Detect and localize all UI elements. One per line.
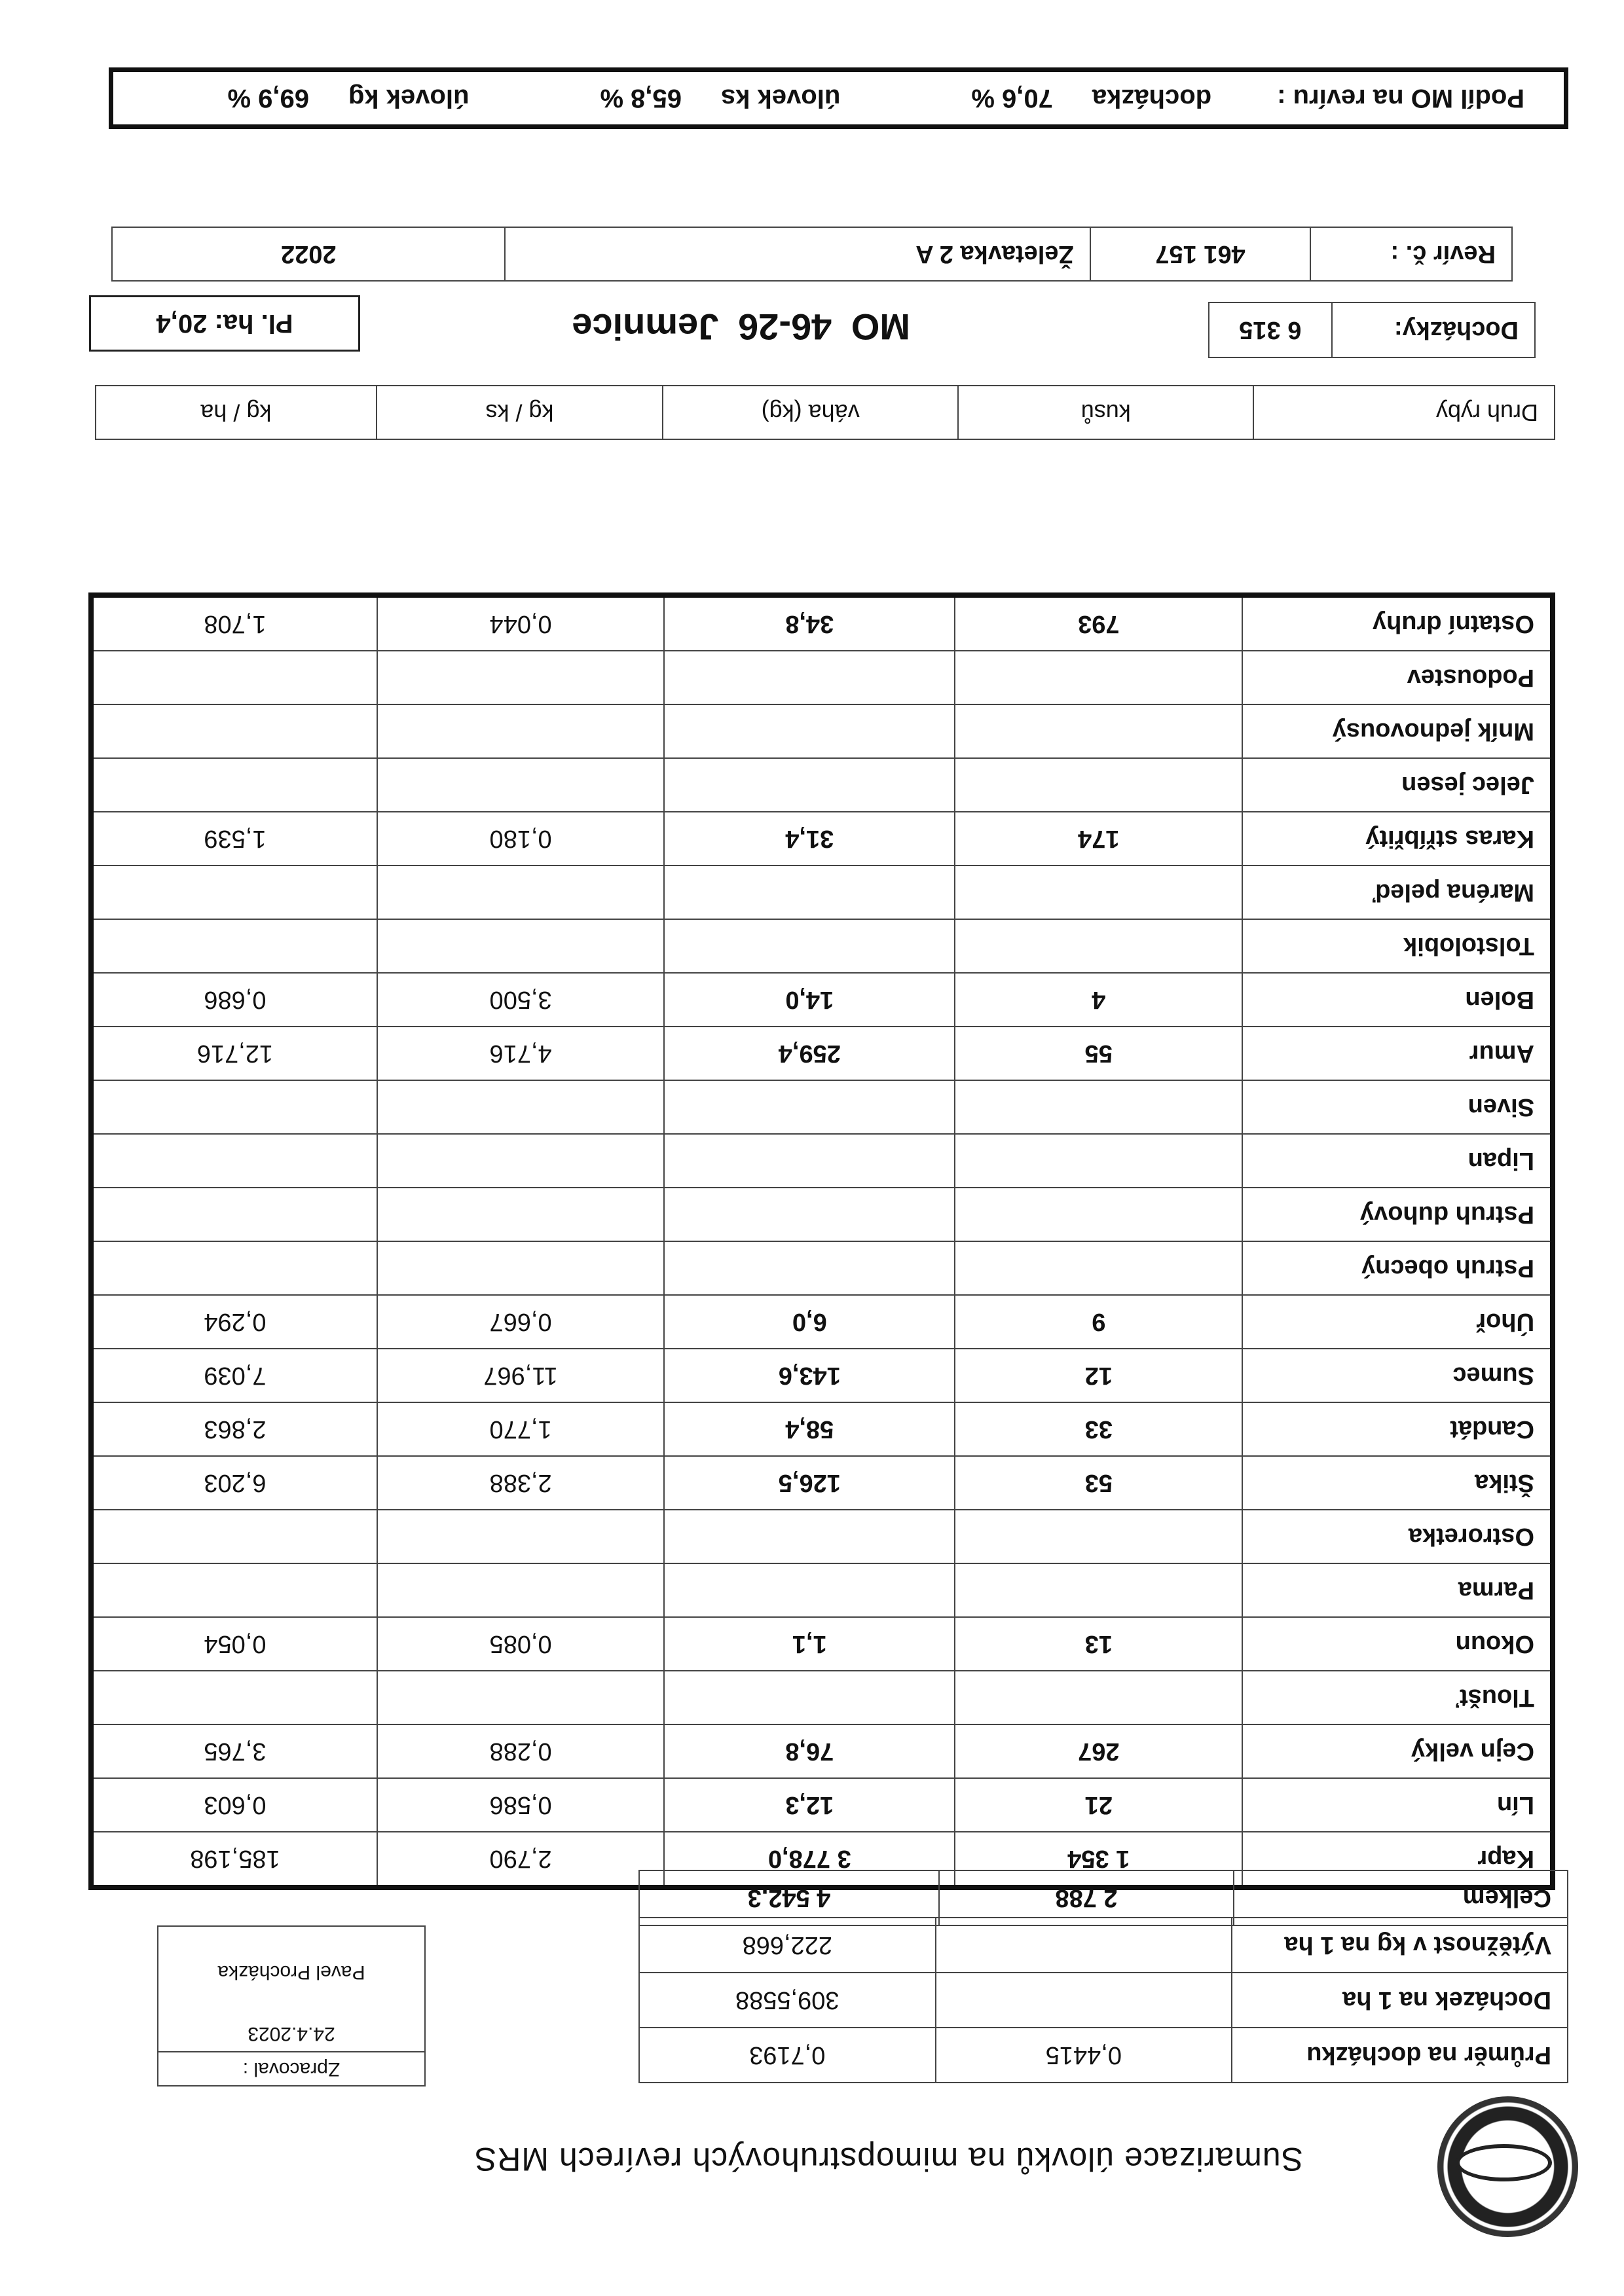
cell-kg-per-piece	[377, 1080, 664, 1134]
area-label: Pl. ha:	[214, 309, 293, 338]
cell-species: Mník jednovousý	[1242, 704, 1553, 758]
table-row	[91, 812, 1553, 866]
cell-count: 53	[955, 1456, 1242, 1510]
document-title: Sumarizace úlovků na mimopstruhových revírech MRS	[473, 2141, 1303, 2178]
summary-row	[639, 1973, 1568, 2028]
cell-count	[955, 1134, 1242, 1188]
cell-kg-per-piece	[377, 758, 664, 812]
share-attendance-value: 70,6 %	[971, 84, 1053, 113]
mrs-logo	[1437, 2096, 1578, 2237]
cell-weight: 14,0	[664, 973, 955, 1027]
catch-table	[88, 592, 1555, 1890]
cell-weight: 6,0	[664, 1295, 955, 1349]
cell-kg-per-ha: 3,765	[91, 1724, 377, 1778]
cell-weight	[664, 866, 955, 919]
cell-species: Úhoř	[1242, 1295, 1553, 1349]
cell-count	[955, 651, 1242, 704]
cell-kg-per-ha: 6,203	[91, 1456, 377, 1510]
cell-kg-per-piece: 0,586	[377, 1778, 664, 1832]
cell-kg-per-ha	[91, 1563, 377, 1617]
cell-kg-per-piece: 0,180	[377, 812, 664, 866]
cell-kg-per-ha	[91, 651, 377, 704]
cell-species: Maréna peleď	[1242, 866, 1553, 919]
summary-value2: 309,5588	[639, 1973, 936, 2028]
cell-kg-per-piece	[377, 704, 664, 758]
table-row	[91, 1510, 1553, 1563]
cell-count: 55	[955, 1027, 1242, 1080]
table-row	[91, 1671, 1553, 1724]
cell-count: 13	[955, 1617, 1242, 1671]
cell-kg-per-piece	[377, 1188, 664, 1241]
revir-name: Želetavka 2 A	[505, 227, 1090, 281]
cell-kg-per-ha	[91, 919, 377, 973]
cell-species: Tolstolobik	[1242, 919, 1553, 973]
processed-label: Zpracoval :	[158, 2052, 425, 2086]
table-row	[91, 1402, 1553, 1456]
column-header	[95, 385, 1555, 440]
cell-kg-per-piece	[377, 1563, 664, 1617]
processed-box	[157, 1925, 426, 2086]
cell-count	[955, 1080, 1242, 1134]
table-row	[91, 1456, 1553, 1510]
cell-count	[955, 1563, 1242, 1617]
cell-weight	[664, 758, 955, 812]
share-box	[109, 67, 1568, 129]
cell-kg-per-ha: 12,716	[91, 1027, 377, 1080]
cell-kg-per-ha	[91, 1510, 377, 1563]
processed-name: Pavel Procházka	[217, 1961, 365, 1983]
cell-kg-per-piece	[377, 1671, 664, 1724]
cell-kg-per-piece: 1,770	[377, 1402, 664, 1456]
cell-kg-per-ha: 1,708	[91, 595, 377, 651]
cell-species: Amur	[1242, 1027, 1553, 1080]
cell-weight	[664, 704, 955, 758]
cell-kg-per-piece	[377, 1510, 664, 1563]
summary-table	[638, 1917, 1568, 2083]
summary-value1	[936, 1973, 1232, 2028]
total-label: Celkem	[1234, 1870, 1568, 1925]
attendance-box	[1208, 302, 1536, 358]
revir-number: 461 157	[1090, 227, 1311, 281]
revir-label: Revír č. :	[1310, 227, 1512, 281]
share-catch-pcs-label: úlovek ks	[721, 84, 841, 113]
cell-kg-per-ha: 2,863	[91, 1402, 377, 1456]
table-row	[91, 651, 1553, 704]
cell-weight: 58,4	[664, 1402, 955, 1456]
cell-kg-per-piece: 2,388	[377, 1456, 664, 1510]
cell-count: 267	[955, 1724, 1242, 1778]
cell-count	[955, 866, 1242, 919]
table-row	[91, 1188, 1553, 1241]
cell-species: Okoun	[1242, 1617, 1553, 1671]
cell-weight	[664, 1510, 955, 1563]
cell-kg-per-piece: 0,085	[377, 1617, 664, 1671]
report-year: 2022	[112, 227, 505, 281]
cell-weight: 126,5	[664, 1456, 955, 1510]
cell-species: Lín	[1242, 1778, 1553, 1832]
cell-species: Sumec	[1242, 1349, 1553, 1402]
area-box	[89, 295, 360, 352]
cell-count: 12	[955, 1349, 1242, 1402]
cell-count	[955, 919, 1242, 973]
table-row	[91, 595, 1553, 651]
cell-species: Ostatní druhy	[1242, 595, 1553, 651]
summary-label: Výtěžnost v kg na 1 ha	[1232, 1918, 1568, 1973]
cell-species: Parma	[1242, 1563, 1553, 1617]
cell-count	[955, 1188, 1242, 1241]
processed-date: 24.4.2023	[248, 2023, 335, 2045]
total-weight: 4 542,3	[639, 1870, 939, 1925]
table-row	[91, 1295, 1553, 1349]
cell-weight: 34,8	[664, 595, 955, 651]
cell-count	[955, 1671, 1242, 1724]
cell-kg-per-piece: 11,967	[377, 1349, 664, 1402]
cell-weight: 3 778,0	[664, 1832, 955, 1887]
table-row	[91, 1080, 1553, 1134]
column-header-cell: kusů	[958, 386, 1253, 439]
cell-count	[955, 1241, 1242, 1295]
cell-kg-per-piece: 2,790	[377, 1832, 664, 1887]
share-catch-pcs-value: 65,8 %	[600, 84, 682, 113]
cell-kg-per-ha	[91, 704, 377, 758]
share-catch-kg-label: úlovek kg	[348, 84, 470, 113]
summary-value1: 0,4415	[936, 2028, 1232, 2083]
cell-weight: 12,3	[664, 1778, 955, 1832]
cell-count: 174	[955, 812, 1242, 866]
cell-kg-per-ha	[91, 1134, 377, 1188]
cell-species: Štika	[1242, 1456, 1553, 1510]
table-row	[91, 1134, 1553, 1188]
cell-species: Podoustev	[1242, 651, 1553, 704]
cell-weight	[664, 1671, 955, 1724]
column-header-cell: váha (kg)	[663, 386, 958, 439]
cell-species: Ostroretka	[1242, 1510, 1553, 1563]
cell-count	[955, 758, 1242, 812]
cell-weight: 76,8	[664, 1724, 955, 1778]
cell-kg-per-piece	[377, 919, 664, 973]
table-row	[91, 1617, 1553, 1671]
cell-kg-per-ha	[91, 1671, 377, 1724]
column-header-cell: kg / ks	[377, 386, 663, 439]
cell-kg-per-ha	[91, 758, 377, 812]
cell-kg-per-ha	[91, 1241, 377, 1295]
cell-kg-per-piece	[377, 651, 664, 704]
cell-weight: 31,4	[664, 812, 955, 866]
cell-kg-per-ha: 0,294	[91, 1295, 377, 1349]
summary-row	[639, 1918, 1568, 1973]
table-row	[91, 758, 1553, 812]
revir-table	[111, 227, 1513, 282]
cell-kg-per-piece	[377, 1241, 664, 1295]
cell-species: Pstruh obecný	[1242, 1241, 1553, 1295]
cell-species: Candát	[1242, 1402, 1553, 1456]
cell-kg-per-ha: 1,539	[91, 812, 377, 866]
total-count: 2 788	[939, 1870, 1234, 1925]
cell-count: 1 354	[955, 1832, 1242, 1887]
summary-value1	[936, 1918, 1232, 1973]
cell-weight	[664, 1563, 955, 1617]
area-value: 20,4	[156, 309, 208, 338]
cell-species: Pstruh duhový	[1242, 1188, 1553, 1241]
cell-count	[955, 704, 1242, 758]
column-header-cell: Druh ryby	[1253, 386, 1555, 439]
cell-weight: 143,6	[664, 1349, 955, 1402]
cell-weight	[664, 1241, 955, 1295]
cell-count	[955, 1510, 1242, 1563]
table-row	[91, 1349, 1553, 1402]
share-catch-kg-value: 69,9 %	[227, 84, 309, 113]
summary-row	[639, 2028, 1568, 2083]
summary-label: Docházek na 1 ha	[1232, 1973, 1568, 2028]
cell-kg-per-piece: 3,500	[377, 973, 664, 1027]
cell-kg-per-ha: 185,198	[91, 1832, 377, 1887]
table-row	[91, 1778, 1553, 1832]
table-row	[91, 1027, 1553, 1080]
cell-weight	[664, 919, 955, 973]
cell-species: Cejn velký	[1242, 1724, 1553, 1778]
fish-icon	[1456, 2144, 1552, 2181]
cell-kg-per-ha	[91, 1080, 377, 1134]
cell-weight	[664, 1134, 955, 1188]
cell-kg-per-ha: 0,603	[91, 1778, 377, 1832]
cell-weight	[664, 1188, 955, 1241]
summary-value2: 222,668	[639, 1918, 936, 1973]
cell-species: Lipan	[1242, 1134, 1553, 1188]
table-row	[91, 1724, 1553, 1778]
cell-count: 793	[955, 595, 1242, 651]
table-row	[91, 704, 1553, 758]
cell-species: Bolen	[1242, 973, 1553, 1027]
cell-kg-per-piece	[377, 866, 664, 919]
cell-count: 33	[955, 1402, 1242, 1456]
attendance-value: 6 315	[1209, 302, 1332, 357]
cell-count: 9	[955, 1295, 1242, 1349]
cell-kg-per-ha: 0,686	[91, 973, 377, 1027]
cell-weight	[664, 1080, 955, 1134]
cell-kg-per-piece: 4,716	[377, 1027, 664, 1080]
column-header-cell: kg / ha	[96, 386, 377, 439]
organization-name: MO 46-26 Jemnice	[572, 306, 910, 348]
cell-kg-per-ha	[91, 1188, 377, 1241]
share-attendance-label: docházka	[1092, 84, 1212, 113]
cell-kg-per-ha: 7,039	[91, 1349, 377, 1402]
cell-kg-per-piece: 0,288	[377, 1724, 664, 1778]
cell-species: Karas stříbřitý	[1242, 812, 1553, 866]
cell-species: Tloušť	[1242, 1671, 1553, 1724]
table-row	[91, 1563, 1553, 1617]
cell-species: Siven	[1242, 1080, 1553, 1134]
cell-count: 21	[955, 1778, 1242, 1832]
table-row	[91, 866, 1553, 919]
summary-label: Průměr na docházku	[1232, 2028, 1568, 2083]
cell-weight: 1,1	[664, 1617, 955, 1671]
summary-value2: 0,7193	[639, 2028, 936, 2083]
cell-species: Jelec jesen	[1242, 758, 1553, 812]
cell-count: 4	[955, 973, 1242, 1027]
attendance-label: Docházky:	[1332, 302, 1535, 357]
cell-weight	[664, 651, 955, 704]
cell-kg-per-piece	[377, 1134, 664, 1188]
cell-weight: 259,4	[664, 1027, 955, 1080]
table-row	[91, 1241, 1553, 1295]
cell-kg-per-ha	[91, 866, 377, 919]
cell-kg-per-piece: 0,044	[377, 595, 664, 651]
cell-species: Kapr	[1242, 1832, 1553, 1887]
cell-kg-per-piece: 0,667	[377, 1295, 664, 1349]
cell-kg-per-ha: 0,054	[91, 1617, 377, 1671]
table-row	[91, 919, 1553, 973]
share-label: Podíl MO na revíru :	[1277, 84, 1524, 113]
table-row	[91, 973, 1553, 1027]
